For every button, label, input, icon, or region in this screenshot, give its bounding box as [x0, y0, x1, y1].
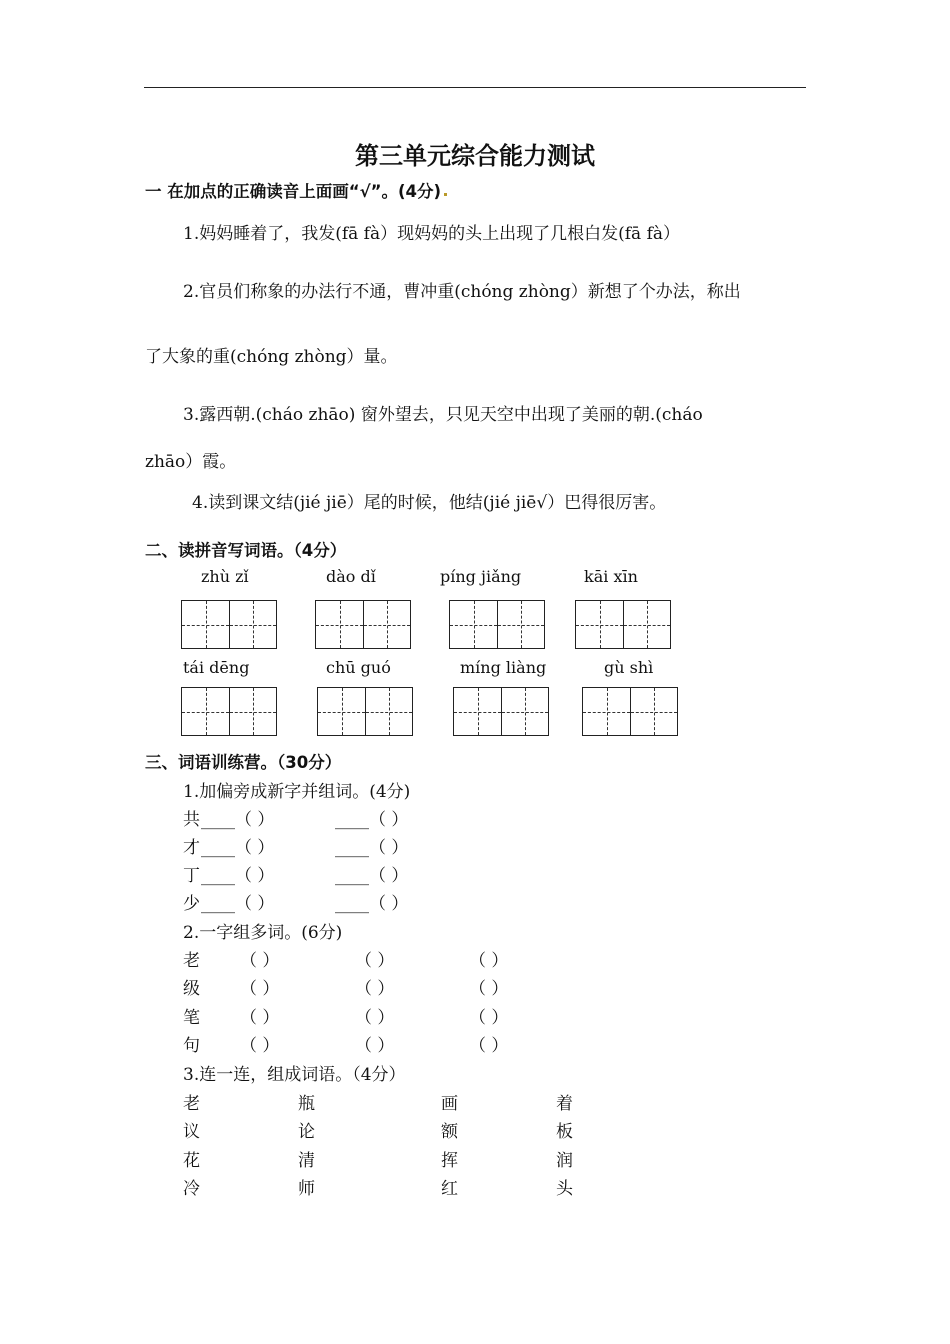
top-rule	[144, 87, 806, 88]
part2-title: 2.一字组多词。(6分)	[183, 923, 343, 943]
question-1: 1.妈妈睡着了，我发(fā fà）现妈妈的头上出现了几根白发(fā fà）	[183, 224, 680, 244]
part2-char-1: 老	[183, 951, 200, 971]
writing-grid-5[interactable]	[181, 687, 277, 736]
section1-heading-text: 一 在加点的正确读音上面画“√”。(4分)	[145, 182, 442, 201]
question-2-line2: 了大象的重(chóng zhòng）量。	[145, 347, 398, 367]
question-4: 4.读到课文结(jié jiē）尾的时候，他结(jié jiē√）巴得很厉害。	[192, 493, 667, 513]
match-3-3[interactable]: 挥	[441, 1151, 458, 1171]
pinyin-5: tái dēng	[183, 658, 250, 677]
part1-blank-3a: ____（ ）	[201, 866, 275, 886]
pinyin-3: píng jiǎng	[440, 567, 522, 586]
part1-char-2: 才	[183, 838, 200, 858]
part1-char-1: 共	[183, 810, 200, 830]
part2-char-4: 句	[183, 1036, 200, 1056]
match-2-3[interactable]: 额	[441, 1122, 458, 1142]
pinyin-4: kāi xīn	[584, 567, 638, 586]
q3-end: .(cháo	[649, 405, 703, 425]
page-title: 第三单元综合能力测试	[355, 142, 595, 170]
writing-grid-3[interactable]	[449, 600, 545, 649]
match-1-3[interactable]: 画	[441, 1094, 458, 1114]
match-4-3[interactable]: 红	[441, 1179, 458, 1199]
part2-char-3: 笔	[183, 1008, 200, 1028]
part2-paren-2c: （ ）	[469, 979, 509, 999]
part1-blank-4b: ____（ ）	[335, 894, 409, 914]
section2-heading: 二、读拼音写词语。（4分）	[145, 541, 347, 560]
part2-paren-4c: （ ）	[469, 1036, 509, 1056]
match-2-1[interactable]: 议	[183, 1122, 200, 1142]
pinyin-8: gù shì	[604, 658, 654, 677]
section1-heading	[145, 178, 447, 202]
part2-paren-2b: （ ）	[355, 979, 395, 999]
match-3-1[interactable]: 花	[183, 1151, 200, 1171]
pinyin-6: chū guó	[326, 658, 391, 677]
part1-title: 1.加偏旁成新字并组词。(4分)	[183, 782, 411, 802]
part1-char-4: 少	[183, 894, 200, 914]
question-3-line2: zhāo）霞。	[145, 452, 237, 472]
question-3-line1	[183, 400, 703, 425]
part1-blank-1a: ____（ ）	[201, 810, 275, 830]
writing-grid-7[interactable]	[453, 687, 549, 736]
match-2-2[interactable]: 论	[298, 1122, 315, 1142]
part2-paren-2a: （ ）	[240, 979, 280, 999]
part1-blank-2b: ____（ ）	[335, 838, 409, 858]
q3-pre: 3.露西朝	[183, 405, 251, 425]
mark-dot-icon	[444, 193, 447, 196]
section3-heading: 三、词语训练营。（30分）	[145, 753, 342, 772]
writing-grid-8[interactable]	[582, 687, 678, 736]
part2-paren-4b: （ ）	[355, 1036, 395, 1056]
part2-paren-1c: （ ）	[469, 951, 509, 971]
part2-paren-3b: （ ）	[355, 1008, 395, 1028]
part2-char-2: 级	[183, 979, 200, 999]
part2-paren-1b: （ ）	[355, 951, 395, 971]
pinyin-2: dào dǐ	[326, 567, 376, 586]
part1-char-3: 丁	[183, 866, 200, 886]
part2-paren-1a: （ ）	[240, 951, 280, 971]
part2-paren-4a: （ ）	[240, 1036, 280, 1056]
match-1-4[interactable]: 着	[556, 1094, 573, 1114]
question-2-line1: 2.官员们称象的办法行不通，曹冲重(chóng zhòng）新想了个办法，称出	[183, 282, 741, 302]
part1-blank-4a: ____（ ）	[201, 894, 275, 914]
writing-grid-4[interactable]	[575, 600, 671, 649]
part1-blank-1b: ____（ ）	[335, 810, 409, 830]
match-3-2[interactable]: 清	[298, 1151, 315, 1171]
writing-grid-1[interactable]	[181, 600, 277, 649]
match-4-2[interactable]: 师	[298, 1179, 315, 1199]
match-4-1[interactable]: 冷	[183, 1179, 200, 1199]
part2-paren-3c: （ ）	[469, 1008, 509, 1028]
match-1-2[interactable]: 瓶	[298, 1094, 315, 1114]
part3-title: 3.连一连，组成词语。（4分）	[183, 1065, 406, 1085]
writing-grid-2[interactable]	[315, 600, 411, 649]
part1-blank-2a: ____（ ）	[201, 838, 275, 858]
writing-grid-6[interactable]	[317, 687, 413, 736]
match-1-1[interactable]: 老	[183, 1094, 200, 1114]
match-3-4[interactable]: 润	[556, 1151, 573, 1171]
match-2-4[interactable]: 板	[556, 1122, 573, 1142]
part2-paren-3a: （ ）	[240, 1008, 280, 1028]
part1-blank-3b: ____（ ）	[335, 866, 409, 886]
match-4-4[interactable]: 头	[556, 1179, 573, 1199]
q3-mid: .(cháo zhāo) 窗外望去，只见天空中出现了美丽的朝	[250, 405, 650, 425]
pinyin-7: míng liàng	[460, 658, 547, 677]
pinyin-1: zhù zǐ	[201, 567, 249, 586]
